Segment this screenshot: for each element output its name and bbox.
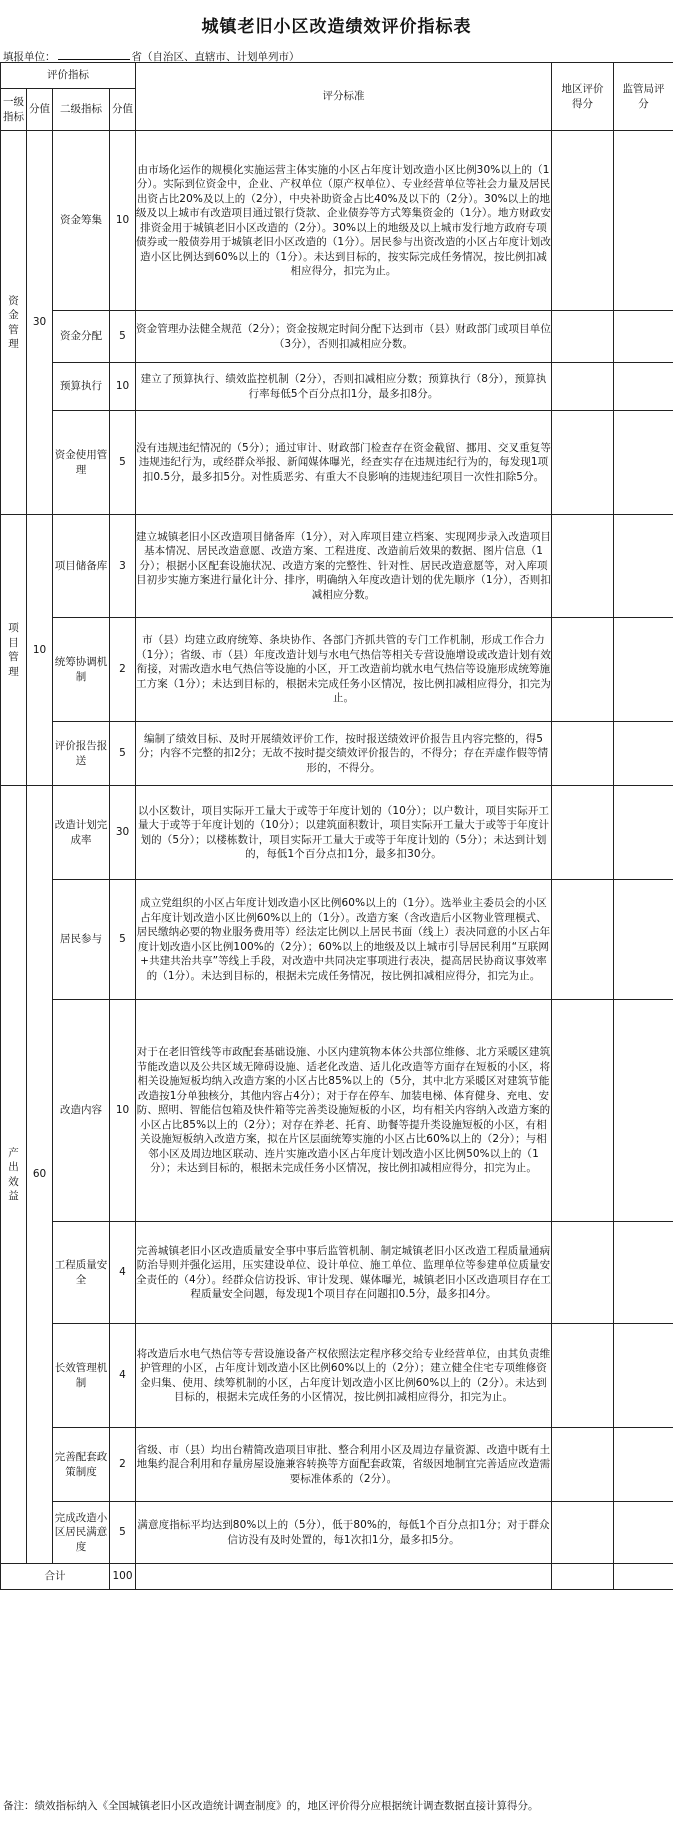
scoring-standard: 将改造后水电气热信等专营设施设备产权依照法定程序移交给专业经营单位，由其负责维护管理的小区，占年度计划改造小区比例60%以上的（2分）；建立健全住宅专项维修资金归集、使用、续筹机制的小区，占年度计划改造小区比例60%以上的（2分）。未达到目标的，根据未完成任务的小区情况，按比例扣减相应得分，扣完为止。	[136, 1324, 552, 1428]
header-indicators: 评价指标	[1, 63, 136, 89]
level2-score: 5	[110, 411, 136, 515]
regulator-score-cell[interactable]	[614, 131, 673, 311]
level2-score: 5	[110, 311, 136, 363]
header-regulator-score: 监管局评分	[614, 63, 673, 131]
level1-score: 10	[27, 515, 53, 786]
scoring-standard: 以小区数计，项目实际开工量大于或等于年度计划的（10分）；以户数计，项目实际开工量大于或等于年度计划的（10分）；以建筑面积数计，项目实际开工量大于或等于年度计划的（5分）；以楼栋数计，项目实际开工量大于或等于年度计划的（5分）；未达到计划的，每低1个百分点扣1分，最多扣30分。	[136, 786, 552, 880]
header-level2: 二级指标	[53, 89, 110, 131]
regulator-score-cell[interactable]	[614, 880, 673, 1000]
regulator-score-cell[interactable]	[614, 515, 673, 618]
fill-label: 填报单位：	[3, 51, 56, 63]
local-score-cell[interactable]	[552, 786, 614, 880]
table-body	[1, 131, 673, 1564]
level2-name: 资金筹集	[53, 131, 110, 311]
fill-blank[interactable]	[58, 48, 130, 60]
level2-name: 评价报告报送	[53, 722, 110, 786]
header-score2: 分值	[110, 89, 136, 131]
scoring-standard: 资金管理办法健全规范（2分）；资金按规定时间分配下达到市（县）财政部门或项目单位（3分），否则扣减相应分数。	[136, 311, 552, 363]
local-score-cell[interactable]	[552, 880, 614, 1000]
regulator-score-cell[interactable]	[614, 722, 673, 786]
local-score-cell[interactable]	[552, 515, 614, 618]
local-score-cell[interactable]	[552, 311, 614, 363]
level2-name: 居民参与	[53, 880, 110, 1000]
level2-name: 长效管理机制	[53, 1324, 110, 1428]
local-score-cell[interactable]	[552, 131, 614, 311]
level2-score: 30	[110, 786, 136, 880]
level2-name: 改造内容	[53, 1000, 110, 1222]
local-score-cell[interactable]	[552, 363, 614, 411]
scoring-standard: 省级、市（县）均出台精简改造项目审批、整合利用小区及周边存量资源、改造中既有土地集约混合利用和存量房屋设施兼容转换等方面配套政策，省级因地制宜完善适应改造需要标准体系的（2分）。	[136, 1428, 552, 1502]
level2-score: 5	[110, 722, 136, 786]
table-row	[1, 1324, 673, 1428]
table-row	[1, 363, 673, 411]
table-row	[1, 1000, 673, 1222]
level2-name: 完成改造小区居民满意度	[53, 1502, 110, 1564]
level2-name: 预算执行	[53, 363, 110, 411]
level2-name: 资金使用管理	[53, 411, 110, 515]
scoring-standard: 没有违规违纪情况的（5分）；通过审计、财政部门检查存在资金截留、挪用、交叉重复等违规违纪行为，或经群众举报、新闻媒体曝光，经查实存在违规违纪行为的，每发现1项扣0.5分，最多扣5分。对性质恶劣、有重大不良影响的违规违纪项目一次性扣除5分。	[136, 411, 552, 515]
regulator-score-cell[interactable]	[614, 786, 673, 880]
level2-score: 5	[110, 1502, 136, 1564]
table-row	[1, 880, 673, 1000]
table-row	[1, 722, 673, 786]
local-score-cell[interactable]	[552, 1428, 614, 1502]
local-score-cell[interactable]	[552, 722, 614, 786]
total-label: 合计	[1, 1564, 110, 1590]
level1-name: 资金管理	[1, 131, 27, 515]
level2-score: 4	[110, 1324, 136, 1428]
total-local-score[interactable]	[552, 1564, 614, 1590]
level2-name: 工程质量安全	[53, 1222, 110, 1324]
total-score: 100	[110, 1564, 136, 1590]
level2-score: 10	[110, 363, 136, 411]
scoring-standard: 成立党组织的小区占年度计划改造小区比例60%以上的（1分）。选举业主委员会的小区占年度计划改造小区比例60%以上的（1分）。改造方案（含改造后小区物业管理模式、居民缴纳必要的物业服务费用等）经法定比例以上居民书面（线上）表决同意的小区占年度计划改造小区比例100%的（2分）；60%以上的地级及以上城市引导居民利用“互联网+共建共治共享”等线上手段，对改造中共同决定事项进行表决，提高居民协商议事效率的（1分）。未达到目标的，根据未完成任务情况，按比例扣减相应得分，扣完为止。	[136, 880, 552, 1000]
scoring-standard: 完善城镇老旧小区改造质量安全事中事后监管机制、制定城镇老旧小区改造工程质量通病防治导则并强化运用，压实建设单位、设计单位、施工单位、监理单位等参建单位质量安全责任的（4分）。经群众信访投诉、审计发现、媒体曝光，城镇老旧小区改造项目存在工程质量安全问题，每发现1个项目存在问题扣0.5分，最多扣4分。	[136, 1222, 552, 1324]
scoring-standard: 建立了预算执行、绩效监控机制（2分），否则扣减相应分数；预算执行（8分），预算执行率每低5个百分点扣1分，最多扣8分。	[136, 363, 552, 411]
level2-name: 改造计划完成率	[53, 786, 110, 880]
level2-name: 统筹协调机制	[53, 618, 110, 722]
footer-note: 备注：绩效指标纳入《全国城镇老旧小区改造统计调查制度》的，地区评价得分应根据统计调查数据直接计算得分。	[3, 1800, 539, 1812]
table-row	[1, 1222, 673, 1324]
level2-score: 5	[110, 880, 136, 1000]
indicator-table	[0, 62, 673, 1590]
regulator-score-cell[interactable]	[614, 1502, 673, 1564]
table-row	[1, 618, 673, 722]
header-standard: 评分标准	[136, 63, 552, 131]
total-standard	[136, 1564, 552, 1590]
level1-name: 项目管理	[1, 515, 27, 786]
level1-name: 产出效益	[1, 786, 27, 1564]
page-title: 城镇老旧小区改造绩效评价指标表	[201, 17, 472, 37]
regulator-score-cell[interactable]	[614, 1222, 673, 1324]
header-score: 分值	[27, 89, 53, 131]
level2-name: 完善配套政策制度	[53, 1428, 110, 1502]
local-score-cell[interactable]	[552, 1222, 614, 1324]
level2-score: 3	[110, 515, 136, 618]
fill-suffix: 省（自治区、直辖市、计划单列市）	[131, 51, 300, 63]
header-local-score: 地区评价得分	[552, 63, 614, 131]
level2-score: 10	[110, 131, 136, 311]
regulator-score-cell[interactable]	[614, 1000, 673, 1222]
local-score-cell[interactable]	[552, 1324, 614, 1428]
local-score-cell[interactable]	[552, 1502, 614, 1564]
regulator-score-cell[interactable]	[614, 411, 673, 515]
scoring-standard: 对于在老旧管线等市政配套基础设施、小区内建筑物本体公共部位维修、北方采暖区建筑节能改造以及公共区域无障碍设施、适老化改造、适儿化改造等方面存在短板的小区，将相关设施短板均纳入改造方案的小区占比85%以上的（5分，其中北方采暖区对建筑节能改造按1分单独核分，其他内容占4分）；对于存在停车、加装电梯、体育健身、充电、安防、照明、智能信包箱及快件箱等完善类设施短板的小区，均有相关内容纳入改造方案的小区占比85%以上的（2分）；对存在养老、托育、助餐等提升类设施短板的小区，有相关设施短板纳入改造方案，拟在片区层面统筹实施的小区占比60%以上的（2分）；与相邻小区及周边地区联动、连片实施改造小区占年度计划改造小区比例50%以上的（1分）；未达到目标的，根据未完成任务小区情况，按比例扣减相应得分，扣完为止。	[136, 1000, 552, 1222]
local-score-cell[interactable]	[552, 411, 614, 515]
level1-score: 60	[27, 786, 53, 1564]
level2-score: 2	[110, 618, 136, 722]
regulator-score-cell[interactable]	[614, 363, 673, 411]
table-row	[1, 1502, 673, 1564]
regulator-score-cell[interactable]	[614, 618, 673, 722]
header-level1: 一级指标	[1, 89, 27, 131]
table-row	[1, 311, 673, 363]
scoring-standard: 市（县）均建立政府统筹、条块协作、各部门齐抓共管的专门工作机制，形成工作合力（1分）；省级、市（县）年度改造计划与水电气热信等相关专营设施增设或改造计划有效衔接，对需改造水电气热信等设施的小区，开工改造前均就水电气热信等设施形成统筹施工方案（1分）；未达到目标的，根据未完成任务小区情况，按比例扣减相应得分，扣完为止。	[136, 618, 552, 722]
regulator-score-cell[interactable]	[614, 311, 673, 363]
level2-name: 资金分配	[53, 311, 110, 363]
level2-score: 4	[110, 1222, 136, 1324]
table-row	[1, 515, 673, 618]
scoring-standard: 满意度指标平均达到80%以上的（5分），低于80%的，每低1个百分点扣1分；对于群众信访没有及时处置的，每1次扣1分，最多扣5分。	[136, 1502, 552, 1564]
scoring-standard: 由市场化运作的规模化实施运营主体实施的小区占年度计划改造小区比例30%以上的（1分）。实际到位资金中，企业、产权单位（原产权单位）、专业经营单位等社会力量及居民出资占比20%及以上的（2分），中央补助资金占比40%及以下的（2分）。30%以上的地级及以上城市有改造项目通过银行贷款、企业债券等方式筹集资金的（1分）。地方财政安排资金用于城镇老旧小区改造的（2分）。30%以上的地级及以上城市发行地方政府专项债券或一般债券用于城镇老旧小区改造的（1分）。居民参与出资改造的小区占年度计划改造小区比例达到60%以上的（1分）。未达到目标的，按实际完成任务情况，按比例扣减相应得分，扣完为止。	[136, 131, 552, 311]
level1-score: 30	[27, 131, 53, 515]
table-row	[1, 411, 673, 515]
regulator-score-cell[interactable]	[614, 1428, 673, 1502]
level2-score: 10	[110, 1000, 136, 1222]
table-row	[1, 131, 673, 311]
table-row	[1, 1428, 673, 1502]
level2-score: 2	[110, 1428, 136, 1502]
local-score-cell[interactable]	[552, 618, 614, 722]
total-regulator-score[interactable]	[614, 1564, 673, 1590]
level2-name: 项目储备库	[53, 515, 110, 618]
table-row	[1, 786, 673, 880]
regulator-score-cell[interactable]	[614, 1324, 673, 1428]
scoring-standard: 建立城镇老旧小区改造项目储备库（1分），对入库项目建立档案、实现网步录入改造项目基本情况、居民改造意愿、改造方案、工程进度、改造前后效果的数据、图片信息（1分）；根据小区配套设施状况、改造方案的完整性、针对性、居民改造意愿等，对入库项目初步实施方案进行量化计分、排序，明确纳入年度改造计划的优先顺序（1分），否则扣减相应分数。	[136, 515, 552, 618]
scoring-standard: 编制了绩效目标、及时开展绩效评价工作，按时报送绩效评价报告且内容完整的，得5分；内容不完整的扣2分；无故不按时提交绩效评价报告的，不得分；存在弄虚作假等情形的，不得分。	[136, 722, 552, 786]
local-score-cell[interactable]	[552, 1000, 614, 1222]
total-row	[1, 1564, 673, 1590]
